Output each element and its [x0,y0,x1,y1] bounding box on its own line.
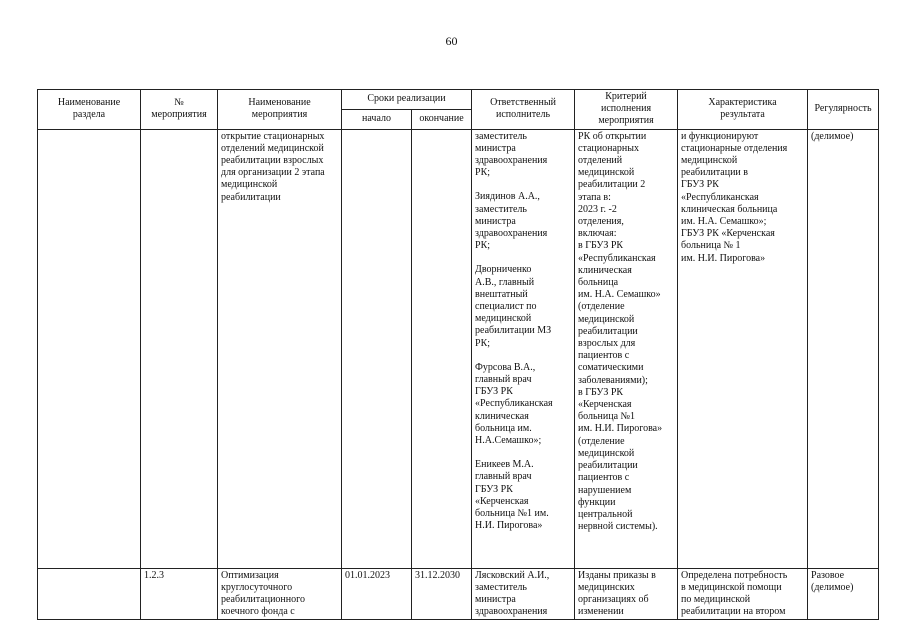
cell-result: и функционируют стационарные отделения медицинской реабилитации в ГБУЗ РК «Республиканская клиническая больница им. Н.А. Семашко»; ГБУЗ РК «Керченская больница № 1 им. Н.И. Пирогова» [678,129,808,568]
cell-executor [472,568,575,620]
header-result: Характеристика результата [678,90,808,130]
executor-entry: Дворниченко А.В., главный внештатный специалист по медицинской реабилитации МЗ РК; [475,264,552,349]
executor-entry: Лясковский А.И., заместитель министра здравоохранения [475,569,550,618]
cell-regularity: (делимое) [808,129,879,568]
header-criterion: Критерий исполнения мероприятия [575,90,678,130]
cell-result: Определена потребность в медицинской помощи по медицинской реабилитации на втором [678,568,808,620]
cell-section [38,568,141,620]
header-start: начало [342,109,412,129]
header-event-name: Наименование мероприятия [218,90,342,130]
header-section-name: Наименование раздела [38,90,141,130]
page-number: 60 [445,34,458,48]
header-period: Сроки реализации [342,90,472,110]
header-event-number: № мероприятия [141,90,218,130]
executor-entry: заместитель министра здравоохранения РК; [475,130,548,179]
cell-event-name: открытие стационарных отделений медицинской реабилитации взрослых для организации 2 этапа медицинской реабилитации [218,129,342,568]
events-table [37,89,879,620]
header-row [38,90,879,110]
cell-criterion: РК об открытии стационарных отделений медицинской реабилитации 2 этапа в: 2023 г. -2 отделения, включая: в ГБУЗ РК «Республиканская клиническая больница им. Н.А. Семашко» (отделение медицинской реабилитации взрослых для пациентов с соматическими заболеваниями); в ГБУЗ РК «Керченская больница №1 им. Н.И. Пирогова» (отделение медицинской реабилитации пациентов с нарушением функции центральной нервной системы). [575,129,678,568]
header-executor: Ответственный исполнитель [472,90,575,130]
cell-number: 1.2.3 [141,568,218,620]
cell-start: 01.01.2023 [342,568,412,620]
cell-end [412,129,472,568]
cell-section [38,129,141,568]
cell-regularity: Разовое (делимое) [808,568,879,620]
cell-start [342,129,412,568]
executor-entry: Фурсова В.А., главный врач ГБУЗ РК «Республиканская клиническая больница им. Н.А.Семашко»; [475,361,553,447]
table-row [38,568,879,620]
cell-criterion: Изданы приказы в медицинских организациях об изменении [575,568,678,620]
cell-end: 31.12.2030 [412,568,472,620]
cell-executor [472,129,575,568]
header-end: окончание [412,109,472,129]
executor-entry: Еникеев М.А. главный врач ГБУЗ РК «Керченская больница №1 им. Н.И. Пирогова» [475,459,549,532]
cell-number [141,129,218,568]
executor-entry: Зиядинов А.А., заместитель министра здравоохранения РК; [475,191,548,252]
header-regularity: Регулярность [808,90,879,130]
table-row [38,129,879,568]
cell-event-name: Оптимизация круглосуточного реабилитационного коечного фонда с [218,568,342,620]
